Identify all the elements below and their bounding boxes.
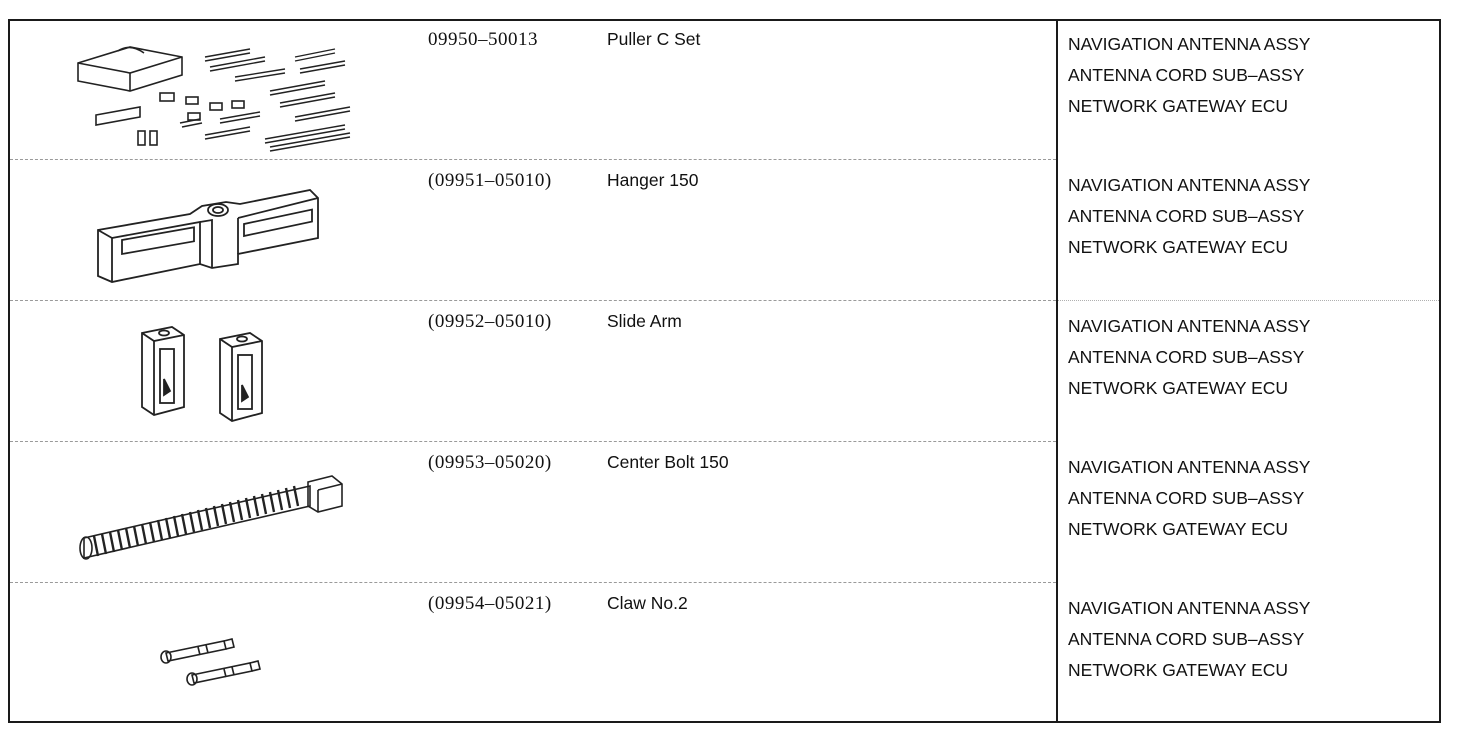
table-row [10, 160, 1439, 301]
application-item: NETWORK GATEWAY ECU [1068, 237, 1289, 257]
part-name: Slide Arm [607, 311, 682, 331]
center-bolt-illustration [60, 450, 380, 575]
slide-arm-illustration [60, 309, 380, 434]
table-row [10, 301, 1439, 442]
application-item: NAVIGATION ANTENNA ASSY [1068, 316, 1311, 336]
part-name: Center Bolt 150 [607, 452, 729, 472]
application-item: ANTENNA CORD SUB–ASSY [1068, 65, 1305, 85]
application-item: NAVIGATION ANTENNA ASSY [1068, 598, 1311, 618]
part-name: Claw No.2 [607, 593, 688, 613]
application-list [1068, 593, 1310, 686]
part-name: Puller C Set [607, 29, 701, 49]
application-item: NAVIGATION ANTENNA ASSY [1068, 175, 1311, 195]
application-item: ANTENNA CORD SUB–ASSY [1068, 347, 1305, 367]
application-list [1068, 452, 1310, 545]
table-row [10, 442, 1439, 583]
part-number: 09950–50013 [428, 29, 538, 50]
claw-illustration [60, 591, 380, 716]
application-list [1068, 170, 1310, 263]
part-number: (09953–05020) [428, 452, 552, 473]
application-item: NETWORK GATEWAY ECU [1068, 96, 1289, 116]
part-number: (09954–05021) [428, 593, 552, 614]
application-list [1068, 311, 1310, 404]
application-item: NETWORK GATEWAY ECU [1068, 519, 1289, 539]
part-number: (09951–05010) [428, 170, 552, 191]
part-name: Hanger 150 [607, 170, 699, 190]
application-item: ANTENNA CORD SUB–ASSY [1068, 629, 1305, 649]
table-row [10, 583, 1439, 724]
part-number: (09952–05010) [428, 311, 552, 332]
puller-c-set-illustration [60, 27, 380, 152]
hanger-illustration [60, 168, 380, 293]
application-list [1068, 29, 1310, 122]
application-item: NETWORK GATEWAY ECU [1068, 660, 1289, 680]
table-row [10, 19, 1439, 160]
application-item: ANTENNA CORD SUB–ASSY [1068, 488, 1305, 508]
application-item: ANTENNA CORD SUB–ASSY [1068, 206, 1305, 226]
application-item: NETWORK GATEWAY ECU [1068, 378, 1289, 398]
application-item: NAVIGATION ANTENNA ASSY [1068, 457, 1311, 477]
application-item: NAVIGATION ANTENNA ASSY [1068, 34, 1311, 54]
